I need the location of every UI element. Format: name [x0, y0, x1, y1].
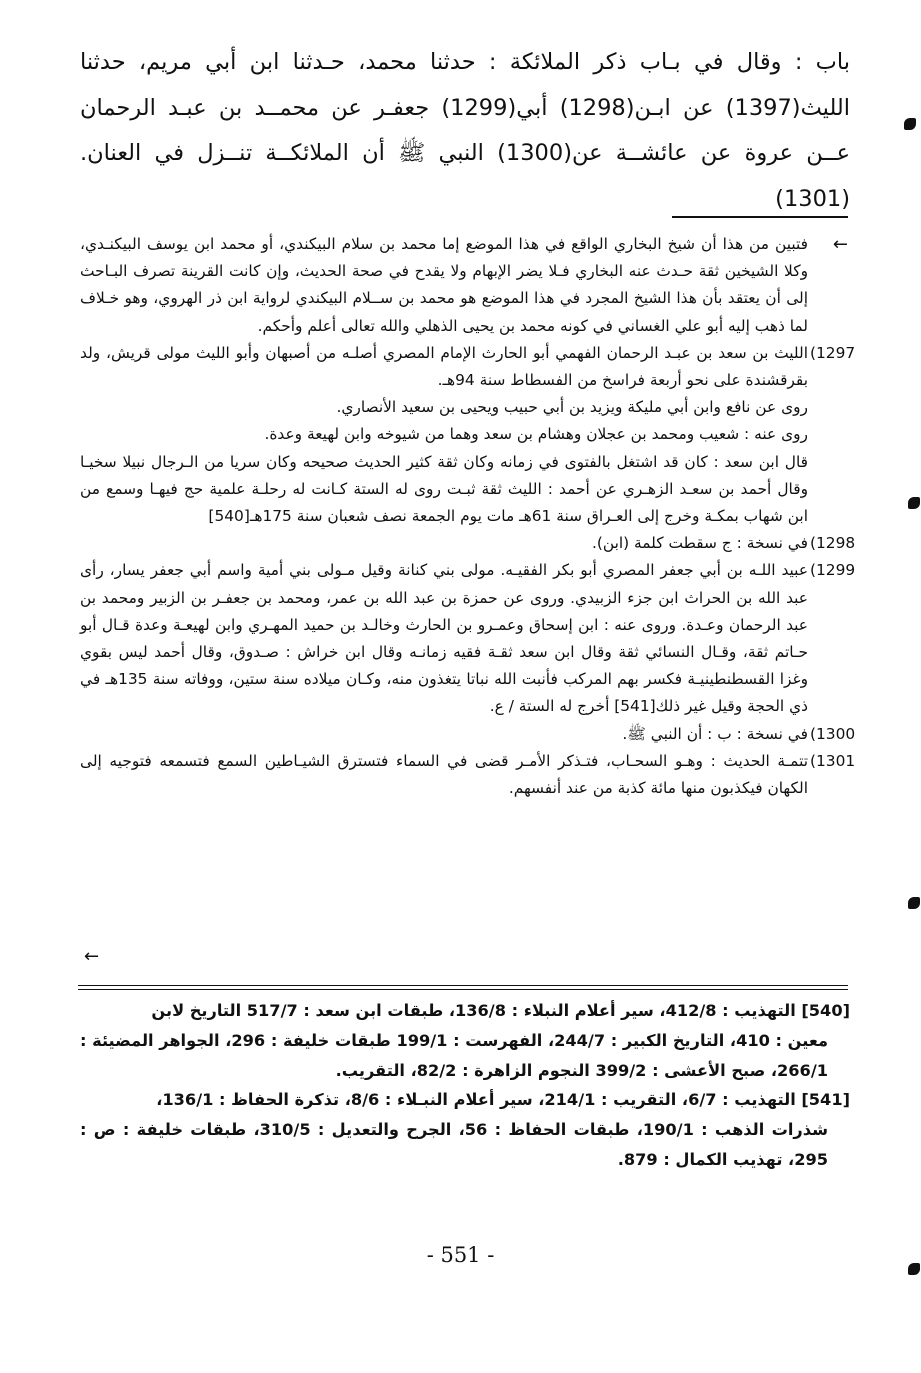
footnote-1300 [80, 721, 856, 748]
scan-edge-mark [908, 897, 920, 909]
reference-541 [80, 1085, 850, 1174]
footnote-text: قال ابن سعد : كان قد اشتغل بالفتوى في زمانه وكان ثقة كثير الحديث صحيحه وكان سريا من الـرجال نبيلا سخيـا وقال أحمد بن سعـد الزهـري عن أحمد : الليث ثقة ثبـت روى له الستة كـانت له رحلـة علمية حج فيهـا وسمع من ابن شهاب بمكـة وخرج إلى العـراق سنة 61هـ مات يوم الجمعة نصف شعبان سنة 175هـ[540] [80, 452, 808, 526]
reference-text: شذرات الذهب : 190/1، طبقات الحفاظ : 56، الجرح والتعديل : 310/5، طبقات خليفة : ص : 295، تهذيب الكمال : 879. [80, 1120, 828, 1169]
scan-edge-mark [908, 1263, 920, 1275]
footnote-text: عبيد اللـه بن أبي جعفر المصري أبو بكر الفقيـه. مولى بني كنانة وقيل مـولى بني أمية واسم أبي جعفر يسار، رأى عبد الله بن الحراث ابن جزء الزبيدي. وروى عن حمزة بن عبد الله بن عمر، ومحمد بن جعفـر بن الزبير ومحمد بن عبد الرحمان وعـدة. وروى عنه : ابن إسحاق وعمـرو بن الحارث وخالـد بن حميد المهـري وابن لهيعـة وعدة قـال أبو حـاتم ثقة، وقـال النسائي ثقة وقال ابن سعد ثقـة فقيه زمانـه وقال ابن خراش : صـدوق، وقال أحمد ليس بقوي وغزا القسطنطينيـة فكسر بهم المركب فأنبت الله نباتا يتغذون منه، وكـان ميلاده سنة ستين، ووفاته سنة 135هـ في ذي الحجة وقيل غير ذلك[541] أخرج له الستة / ع. [80, 561, 809, 716]
reference-text: [540] التهذيب : 412/8، سير أعلام النبلاء : 136/8، طبقات ابن سعد : 517/7 التاريخ لابن [151, 1001, 850, 1020]
footnotes-section [80, 231, 856, 802]
reference-text: معين : 410، التاريخ الكبير : 244/7، الفهرست : 199/1 طبقات خليفة : 296، الجواهر المضيئة : 266/1، صبح الأعشى : 399/2 النجوم الزاهرة : 82/2، التقريب. [80, 1030, 829, 1080]
footnote-text: في نسخة : ب : أن النبي ﷺ. [622, 724, 808, 743]
hadith-paragraph: باب : وقال في بـاب ذكر الملائكة : حدثنا محمد، حـدثنا ابن أبي مريم، حدثنا الليث(1397) عن ابـن(1298) أبي(1299) جعفـر عن محمــد بن عبـد الرحمان عــن عروة عن عائشــة عن(1300) النبي ﷺ أن الملائكــة تنــزل في العنان.(1301) [80, 49, 851, 212]
footnote-text: روى عنه : شعيب ومحمد بن عجلان وهشام بن سعد وهما من شيوخه وابن لهيعة وعدة. [264, 425, 808, 444]
reference-text: [541] التهذيب : 6/7، التقريب : 214/1، سير أعلام النبـلاء : 8/6، تذكرة الحفاظ : 136/1، [156, 1090, 850, 1110]
footnote-text: تتمـة الحديث : وهـو السحـاب، فتـذكر الأمـر قضى في السماء فتسترق الشيـاطين السمع فتسمعه فتوجيه إلى الكهان فيكذبون منها مائة كذبة من عند أنفسهم. [80, 751, 808, 798]
references-section [80, 996, 850, 1175]
footnote-1301 [80, 748, 856, 802]
footnote-number: (1298 [810, 534, 856, 553]
footnote-text: في نسخة : ج سقطت كلمة (ابن). [591, 534, 808, 553]
footnote-number: (1301 [810, 751, 856, 770]
hadith-main-text [80, 40, 850, 222]
footnote-1298 [80, 530, 856, 557]
footnote-separator-line [672, 216, 848, 218]
reference-540 [80, 996, 850, 1085]
footnote-number: (1297 [810, 343, 856, 362]
footnote-text: الليث بن سعد بن عبـد الرحمان الفهمي أبو الحارث الإمام المصري أصلـه من أصبهان وأبو الليث مولى قريش، ولد بقرقشندة على نحو أربعة فراسخ من الفسطاط سنة 94هـ. [80, 343, 808, 390]
continuation-arrow-icon: ← [832, 234, 848, 255]
footnote-continuation [80, 231, 850, 340]
references-separator-line [78, 985, 848, 990]
next-page-arrow-icon: ← [84, 946, 100, 967]
scan-edge-mark [908, 497, 920, 509]
scan-edge-mark [904, 118, 916, 130]
footnote-1297 [80, 340, 856, 530]
footnote-text: روى عن نافع وابن أبي مليكة ويزيد بن أبي حبيب ويحيى بن سعيد الأنصاري. [336, 398, 808, 417]
footnote-text: فتبين من هذا أن شيخ البخاري الواقع في هذا الموضع إما محمد بن سلام البيكندي، أو محمد ابن يوسف البيكنـدي، وكلا الشيخين ثقة حـدث عنه البخاري فـلا يضر الإبهام ولا يقدح في صحة الحديث، وإن كانت القرينة تصرف البـاحث إلى أن يعتقد بأن هذا الشيخ المجرد في هذا الموضع هو محمد بن ســلام البيكندي لرواية ابن ذر الهروي، وهو خـلاف لما ذهب إليه أبو علي الغساني في كونه محمد بن يحيى الذهلي والله تعالى أعلم وأحكم. [80, 235, 808, 335]
page-number: - 551 - [426, 1243, 495, 1267]
footnote-number: (1299 [810, 561, 856, 580]
footnote-1299 [80, 557, 856, 720]
footnote-number: (1300 [810, 724, 856, 743]
